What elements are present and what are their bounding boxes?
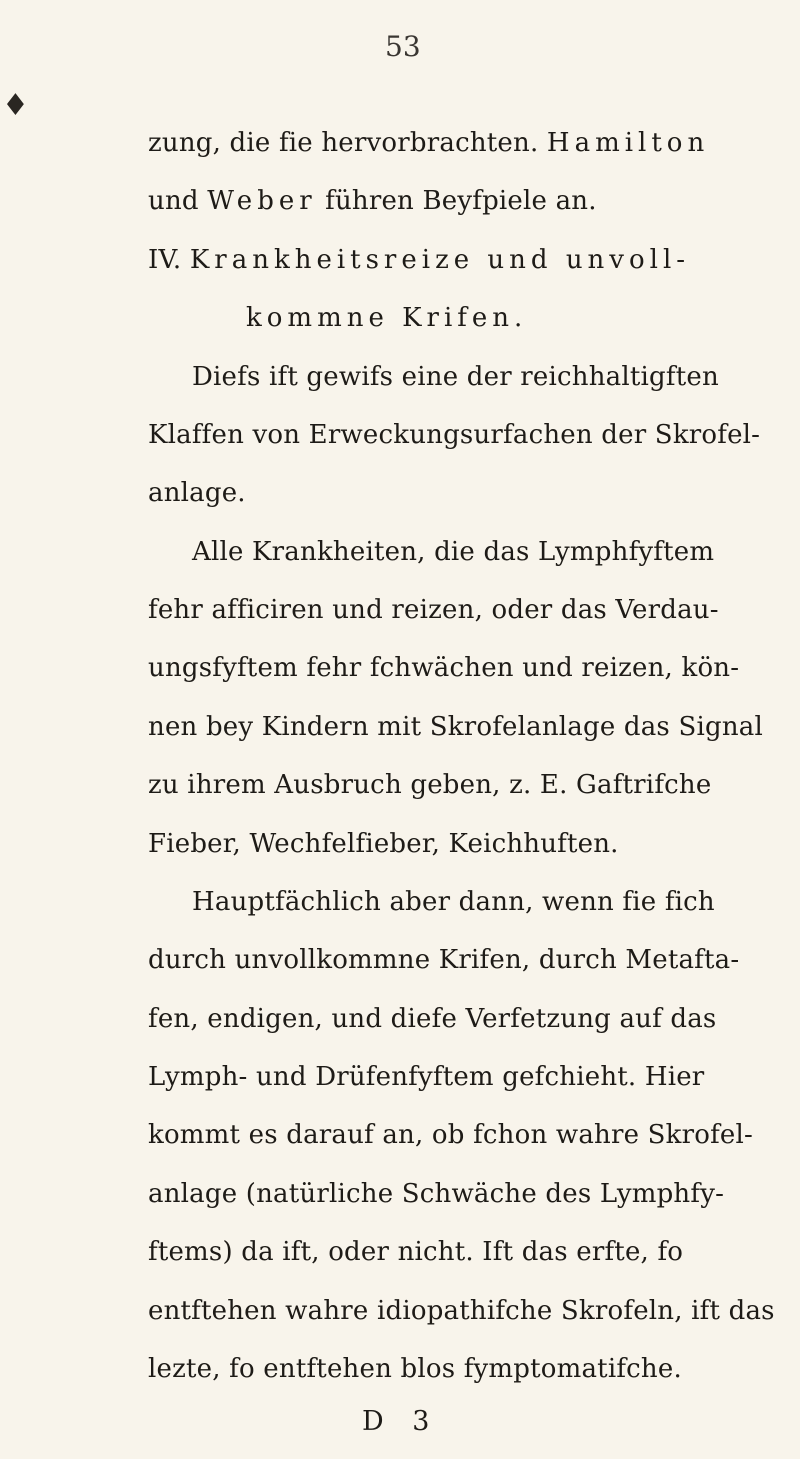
line-text: zu ihrem Ausbruch geben, z. E. Gaftrifche (148, 770, 712, 800)
line-text-end: führen Beyfpiele an. (316, 186, 597, 216)
printer-signature: D 3 (362, 1406, 440, 1437)
corner-ink-mark: ♦ (2, 88, 29, 123)
line-text: ftems) da ift, oder nicht. Ift das erfte, fo (148, 1237, 684, 1267)
text-line-16 (148, 1002, 716, 1036)
section-title: kommne Krifen. (246, 303, 528, 333)
text-line-7 (148, 476, 246, 510)
section-number: IV. (148, 245, 190, 275)
text-line-14 (192, 885, 715, 919)
line-text-spaced: Hamilton (546, 128, 710, 158)
section-title: Krankheitsreize und unvoll- (189, 245, 691, 275)
text-line-1 (148, 126, 709, 160)
line-text: fehr afficiren und reizen, oder das Verdau- (148, 595, 719, 625)
text-line-11 (148, 710, 763, 744)
line-text: Alle Krankheiten, die das Lymphfyftem (192, 537, 715, 567)
text-line-9 (148, 593, 719, 627)
section-heading-line-2 (246, 301, 527, 335)
line-text: kommt es darauf an, ob fchon wahre Skrofel- (148, 1120, 754, 1150)
line-text-spaced: Weber (207, 186, 317, 216)
text-line-18 (148, 1118, 753, 1152)
text-line-8 (192, 535, 714, 569)
text-line-10 (148, 651, 739, 685)
text-line-15 (148, 943, 739, 977)
line-text: ungsfyftem fehr fchwächen und reizen, kön- (148, 653, 740, 683)
line-text: Diefs ift gewifs eine der reichhaltigften (192, 362, 719, 392)
line-text: anlage. (148, 478, 246, 508)
line-text: nen bey Kindern mit Skrofelanlage das Signal (148, 712, 763, 742)
text-line-20 (148, 1235, 683, 1269)
line-text: Klaffen von Erweckungsurfachen der Skrofel- (148, 420, 761, 450)
text-line-5 (192, 360, 719, 394)
line-text: fen, endigen, und diefe Verfetzung auf das (148, 1004, 717, 1034)
line-text: entftehen wahre idiopathifche Skrofeln, ift das (148, 1296, 775, 1326)
text-line-6 (148, 418, 760, 452)
line-text: durch unvollkommne Krifen, durch Metafta- (148, 945, 740, 975)
text-line-13 (148, 827, 619, 861)
line-text: Fieber, Wechfelfieber, Keichhuften. (148, 829, 619, 859)
section-heading-line-1 (148, 243, 690, 277)
text-line-2 (148, 184, 597, 218)
line-text: und (148, 186, 208, 216)
text-line-17 (148, 1060, 704, 1094)
page-number: 53 (385, 30, 421, 63)
line-text: Hauptfächlich aber dann, wenn fie fich (192, 887, 715, 917)
text-line-12 (148, 768, 711, 802)
text-line-21 (148, 1294, 775, 1328)
text-line-19 (148, 1177, 724, 1211)
line-text: zung, die fie hervorbrachten. (148, 128, 547, 158)
line-text: Lymph- und Drüfenfyftem gefchieht. Hier (148, 1062, 705, 1092)
text-line-22 (148, 1352, 682, 1386)
line-text: anlage (natürliche Schwäche des Lymphfy- (148, 1179, 725, 1209)
line-text: lezte, fo entftehen blos fymptomatifche. (148, 1354, 682, 1384)
